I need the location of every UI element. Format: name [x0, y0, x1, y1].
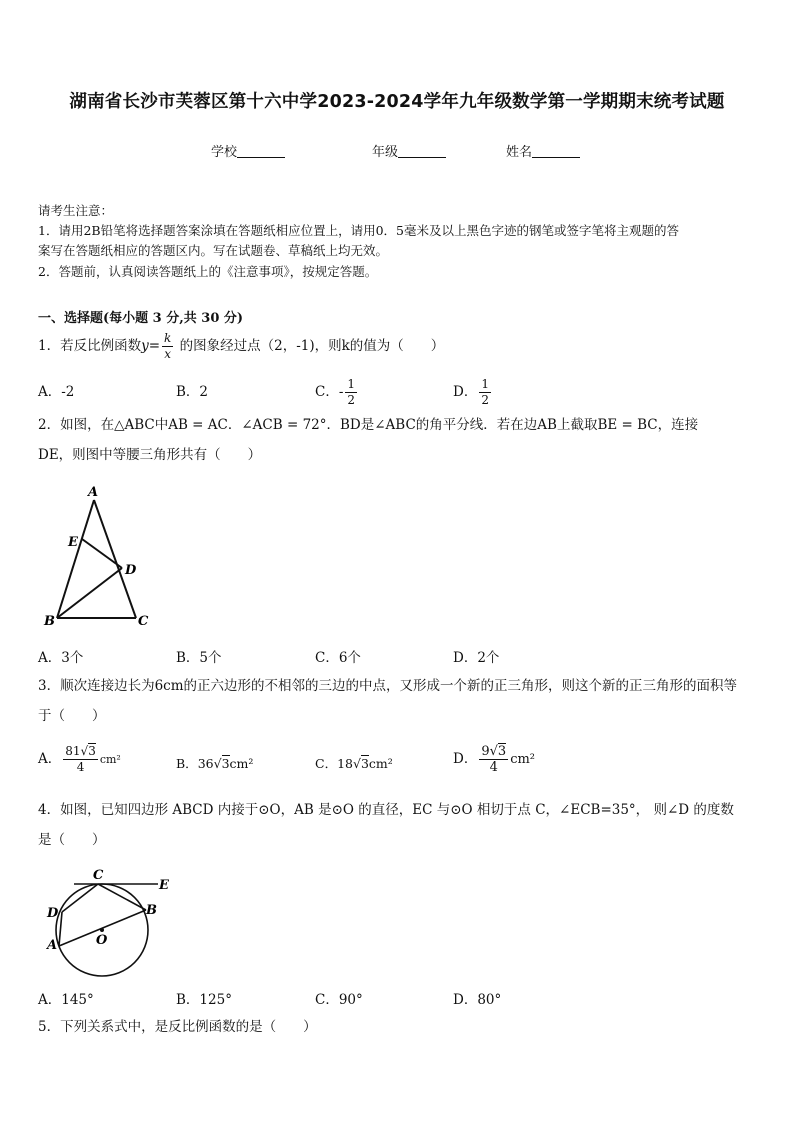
q1-option-c-num: 1 [347, 377, 356, 391]
q3-option-c: C．18√3cm² [315, 756, 393, 771]
q2-triangle-figure [38, 484, 158, 636]
q1-option-d [453, 377, 493, 408]
q2-label-e: E [68, 535, 78, 550]
section-heading: 一、选择题(每小题 3 分,共 30 分) [38, 311, 244, 326]
q4-circle-figure [38, 866, 178, 982]
q3-option-a-unit: cm² [99, 753, 121, 766]
q3-option-c-label: C． [315, 756, 338, 771]
q1-option-a: A．-2 [38, 384, 75, 400]
notice-heading: 请考生注意： [38, 203, 114, 218]
q3-option-d-label: D． [453, 751, 478, 767]
q2-label-d: D [125, 563, 137, 578]
grade-field [372, 141, 446, 160]
notice-item1-line1: 1．请用2B铅笔将选择题答案涂填在答题纸相应位置上，请用0．5毫米及以上黑色字迹的钢笔或签字笔将主观题的答 [38, 223, 679, 238]
q4-line1: 4．如图，已知四边形 ABCD 内接于⊙O，AB 是⊙O 的直径，EC 与⊙O 相切于点 C，∠ECB=35°， 则∠D 的度数 [38, 802, 734, 818]
q3-option-b-rad: 3 [221, 756, 230, 771]
q4-label-a: A [47, 938, 58, 953]
q2-label-b: B [44, 614, 55, 629]
q3-option-a [38, 744, 121, 775]
q3-option-a-den: 4 [76, 760, 85, 774]
q2-label-c: C [138, 614, 149, 629]
school-label: 学校 [211, 145, 238, 160]
q4-label-o: O [96, 933, 108, 948]
q2-line2: DE，则图中等腰三角形共有（ ） [38, 447, 262, 463]
q1-prefix: 1．若反比例函数 [38, 338, 142, 354]
q3-option-a-rad: 3 [88, 744, 96, 758]
q3-option-d [453, 744, 535, 775]
q2-label-a: A [88, 485, 99, 500]
q1-func-y: y= [141, 338, 161, 354]
q1-option-b: B．2 [176, 384, 209, 400]
q1-option-d-fraction [479, 377, 491, 408]
notice-item2: 2．答题前，认真阅读答题纸上的《注意事项》，按规定答题。 [38, 264, 378, 279]
q1-option-c-fraction [345, 377, 357, 408]
q4-label-c: C [93, 868, 104, 883]
q3-option-a-num: 81√3 [65, 744, 96, 758]
q1-func-fraction [162, 331, 173, 362]
name-field [506, 141, 580, 160]
name-label: 姓名 [506, 145, 533, 160]
q3-option-c-coef: 18 [337, 756, 353, 771]
q2-option-a: A．3个 [38, 650, 84, 666]
q3-option-d-fraction [479, 744, 508, 775]
q1-option-d-den: 2 [481, 393, 489, 407]
q1-func-den: x [164, 347, 172, 361]
page-title: 湖南省长沙市芙蓉区第十六中学2023-2024学年九年级数学第一学期期末统考试题 [69, 92, 725, 112]
q2-option-d: D．2个 [453, 650, 500, 666]
q4-option-c: C．90° [315, 992, 363, 1008]
q3-option-b-unit: cm² [229, 756, 254, 771]
name-blank [532, 145, 580, 158]
q1-suffix: 的图象经过点（2，-1)，则k的值为（ ） [179, 338, 445, 354]
q3-option-c-rad: 3 [360, 756, 369, 771]
q4-label-d: D [47, 906, 59, 921]
q1-option-c [315, 377, 359, 408]
school-blank [237, 145, 285, 158]
q2-line1: 2．如图，在△ABC中AB = AC．∠ACB = 72°．BD是∠ABC的角平分线．若在边AB上截取BE = BC，连接 [38, 417, 699, 433]
q1-func-num: k [164, 331, 172, 345]
q3-option-a-label: A． [38, 751, 62, 767]
grade-label: 年级 [372, 145, 399, 160]
q2-option-b: B．5个 [176, 650, 222, 666]
grade-blank [398, 145, 446, 158]
q3-option-d-num: 9√3 [481, 744, 507, 759]
q3-line1: 3．顺次连接边长为6cm的正六边形的不相邻的三边的中点，又形成一个新的正三角形，则这个新的正三角形的面积等 [38, 678, 738, 694]
school-field [211, 141, 285, 160]
q1-option-c-den: 2 [347, 393, 356, 407]
q3-option-a-coef: 81 [65, 744, 81, 758]
q3-option-c-unit: cm² [368, 756, 393, 771]
q3-option-b: B．36√3cm² [176, 756, 254, 771]
q3-option-d-den: 4 [489, 760, 498, 775]
q4-label-e: E [159, 878, 169, 893]
q4-option-a: A．145° [38, 992, 94, 1008]
q3-option-a-fraction [63, 744, 98, 775]
q3-option-b-coef: 36 [197, 756, 214, 771]
q4-line2: 是（ ） [38, 832, 106, 848]
q1-option-d-num: 1 [481, 377, 489, 391]
q3-option-d-coef: 9 [481, 744, 490, 759]
q1-option-c-label: C．- [315, 384, 344, 400]
q4-option-b: B．125° [176, 992, 232, 1008]
question-1 [38, 331, 758, 362]
q3-line2: 于（ ） [38, 708, 106, 724]
q4-label-b: B [146, 903, 157, 918]
q2-option-c: C．6个 [315, 650, 361, 666]
q5-line1: 5．下列关系式中，是反比例函数的是（ ） [38, 1019, 317, 1035]
q4-option-d: D．80° [453, 992, 502, 1008]
q3-option-b-label: B． [176, 756, 198, 771]
q1-option-d-label: D． [453, 384, 478, 400]
q3-option-d-rad: 3 [497, 744, 507, 759]
q3-option-d-unit: cm² [510, 752, 536, 767]
notice-item1-line2: 案写在答题纸相应的答题区内。写在试题卷、草稿纸上均无效。 [38, 243, 389, 258]
